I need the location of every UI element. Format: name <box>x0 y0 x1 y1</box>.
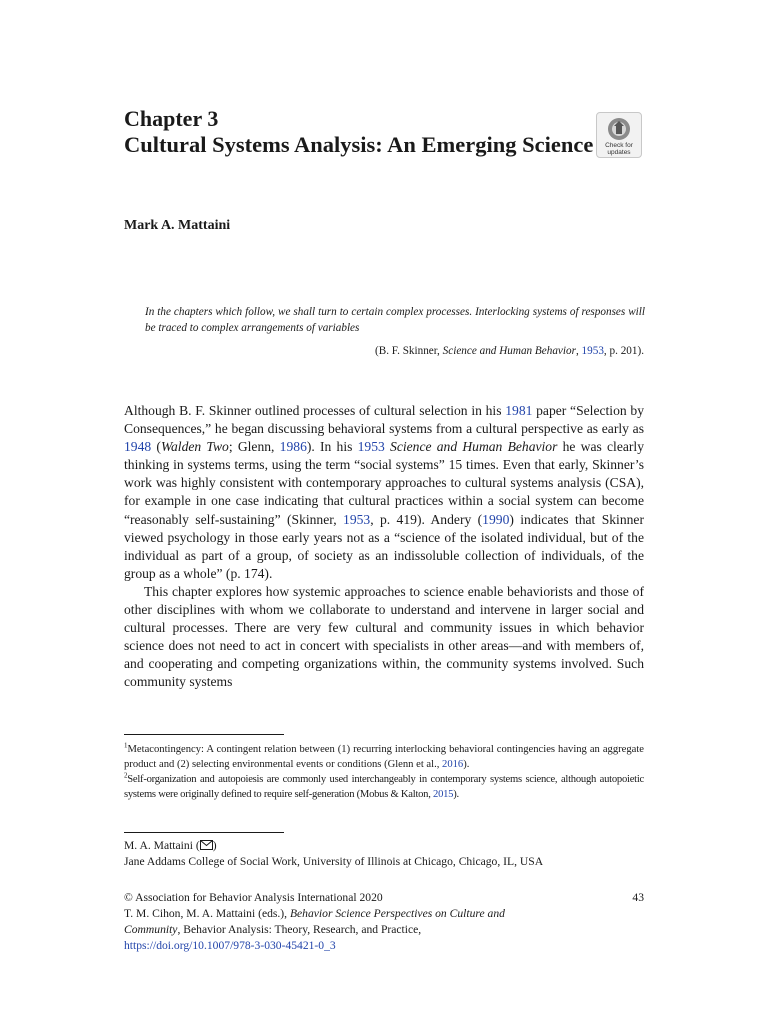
citation-link[interactable]: 1953 <box>343 511 371 527</box>
doi-line <box>124 938 544 954</box>
footnote-text-end: ). <box>453 789 459 800</box>
envelope-icon[interactable] <box>200 840 213 850</box>
body-text <box>124 402 644 692</box>
footnote-divider <box>124 734 284 735</box>
crossmark-icon <box>607 117 631 141</box>
epigraph-quote: In the chapters which follow, we shall turn to certain complex processes. Interlocking systems of responses will be traced to complex arrangements of variables <box>145 306 645 334</box>
italic-title: Science and Human Behavior <box>390 439 558 455</box>
doi-link[interactable]: https://doi.org/10.1007/978-3-030-45421-0_3 <box>124 939 336 952</box>
text-run: ) indicates that Skinner viewed psychology in those early years not as a “science of the isolated individual, but of the individual as part of a group, of society as an indissoluble collection of individuals, of the group as a whole” (p. 174). <box>124 511 644 581</box>
citation-link[interactable]: 1986 <box>279 439 307 455</box>
citation-link[interactable]: 2015 <box>433 789 454 800</box>
text-run: ; Glenn, <box>228 439 280 455</box>
chapter-title: Cultural Systems Analysis: An Emerging Science <box>124 132 594 157</box>
footnote-text: Self-organization and autopoiesis are commonly used interchangeably in contemporary systems science, although autopoietic systems were originally defined to require self-generation (Mobus & Kalton, <box>124 774 644 800</box>
cite-prefix: (B. F. Skinner, <box>375 345 443 357</box>
affiliation-author: M. A. Mattaini ( <box>124 839 200 852</box>
citation-link[interactable]: 1990 <box>482 511 510 527</box>
citation-link[interactable]: 1981 <box>505 403 533 418</box>
affiliation-institution: Jane Addams College of Social Work, University of Illinois at Chicago, Chicago, IL, USA <box>124 855 544 868</box>
cite-year-link[interactable]: 1953 <box>581 345 604 357</box>
text-run: ). In his <box>306 439 358 455</box>
series-name: , Behavior Analysis: Theory, Research, and Practice, <box>177 923 422 936</box>
page-number: 43 <box>632 891 644 904</box>
epigraph-citation <box>375 344 644 358</box>
italic-title: Walden Two <box>160 439 229 455</box>
editors: T. M. Cihon, M. A. Mattaini (eds.), <box>124 907 290 920</box>
footnote-marker: 2 <box>124 771 128 780</box>
text-run: Although B. F. Skinner outlined processes of cultural selection in his <box>124 403 506 418</box>
affiliation-author-end: ) <box>212 839 217 852</box>
badge-label-line1: Check for <box>605 142 633 149</box>
citation-link[interactable]: 1953 <box>357 439 385 455</box>
book-citation <box>124 906 544 938</box>
paragraph-2: This chapter explores how systemic approaches to science enable behaviorists and those of other disciplines with whom we collaborate to understand and intervene in larger social and cultural processes. There are very few cultural and community issues in which behavior science does not need to act in concert with specialists in other areas—and with members of, and cooperating and competing organizations within, the community systems involved. Such community systems <box>124 583 644 690</box>
citation-link[interactable]: 2016 <box>442 759 464 770</box>
footnote-marker: 1 <box>124 741 128 750</box>
footnote-1 <box>124 742 644 772</box>
check-for-updates-badge[interactable] <box>596 112 642 158</box>
copyright-line: © Association for Behavior Analysis International 2020 <box>124 891 383 904</box>
author-name: Mark A. Mattaini <box>124 218 231 233</box>
affiliation-author-line <box>124 838 644 854</box>
cite-work: Science and Human Behavior <box>442 345 576 357</box>
affiliation-divider <box>124 832 284 833</box>
text-run: he was clearly thinking in systems terms, using the term “social systems” 15 times. Even that early, Skinner’s work was highly consistent with contemporary approaches to cultural systems analysis (CSA), for example in one case indicating that cultural practices within a social system can become “reasonably self-sustaining” (Skinner, <box>124 439 644 527</box>
cite-suffix: , p. 201). <box>603 345 644 357</box>
cite-sep: , <box>575 345 582 357</box>
publication-info <box>124 890 544 954</box>
footnote-text-end: ). <box>463 759 470 770</box>
badge-label-line2: updates <box>607 149 631 156</box>
footnotes <box>124 742 644 802</box>
author-affiliation <box>124 838 644 870</box>
footnote-text: Metacontingency: A contingent relation between (1) recurring interlocking behavioral contingencies having an aggregate product and (2) selecting environmental events or conditions (Glenn et al., <box>124 744 644 770</box>
text-run: ( <box>151 439 161 455</box>
chapter-number: Chapter 3 <box>124 106 219 131</box>
text-run: paper “Selection by Consequences,” he began discussing behavioral systems from a cultural perspective as early as <box>124 403 644 437</box>
paragraph-1 <box>124 402 644 583</box>
footnote-2 <box>124 772 644 802</box>
text-run: , p. 419). Andery ( <box>370 511 483 527</box>
book-title: Behavior Science Perspectives on Culture and Community <box>124 907 505 936</box>
citation-link[interactable]: 1948 <box>124 439 152 455</box>
